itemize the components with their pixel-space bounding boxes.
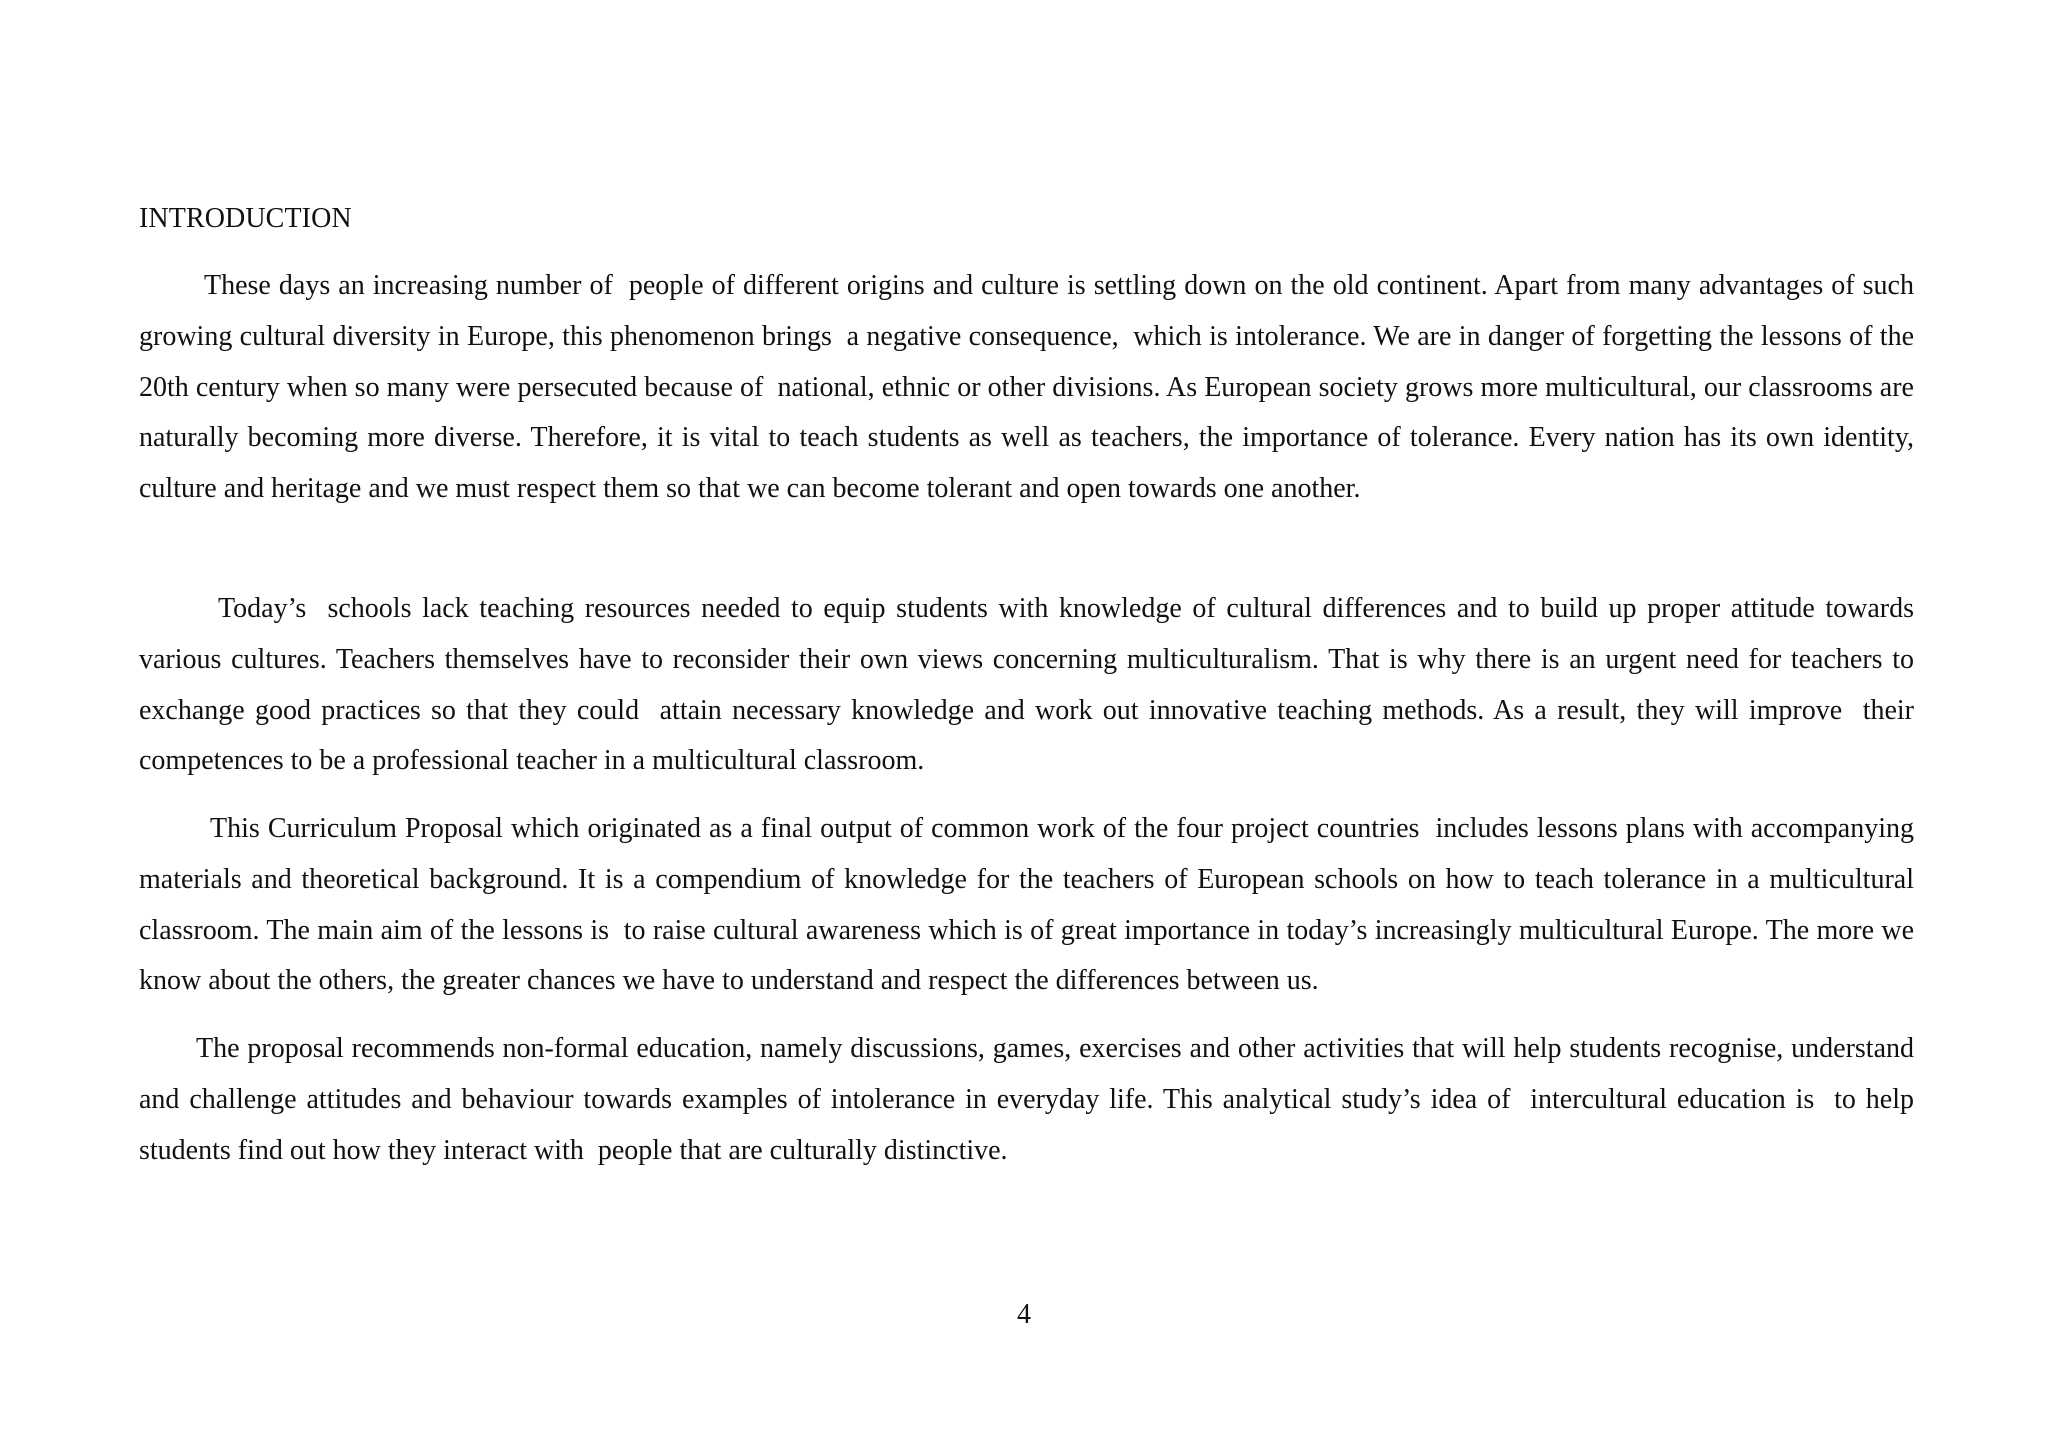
- page-number: 4: [1017, 1299, 1031, 1330]
- section-heading: INTRODUCTION: [139, 203, 352, 234]
- paragraph-teaching-resources: Today’s schools lack teaching resources needed to equip students with knowledge of cultural differences and to build up proper attitude towards various cultures. Teachers themselves have to reconsider their own views concerning multiculturalism. That is why there is an urgent need for teachers to exchange good practices so that they could attain necessary knowledge and work out innovative teaching methods. As a result, they will improve their competences to be a professional teacher in a multicultural classroom.: [139, 593, 1921, 777]
- paragraph-diversity-intolerance: These days an increasing number of people of different origins and culture is settling down on the old continent. Apart from many advantages of such growing cultural diversity in Europe, this phenomenon brings a negative consequence, which is intolerance. We are in danger of forgetting the lessons of the 20th century when so many were persecuted because of national, ethnic or other divisions. As European society grows more multicultural, our classrooms are naturally becoming more diverse. Therefore, it is vital to teach students as well as teachers, the importance of tolerance. Every nation has its own identity, culture and heritage and we must respect them so that we can become tolerant and open towards one another.: [139, 270, 1921, 505]
- paragraph-non-formal-education: The proposal recommends non-formal education, namely discussions, games, exercises and other activities that will help students recognise, understand and challenge attitudes and behaviour towards examples of intolerance in everyday life. This analytical study’s idea of intercultural education is to help students find out how they interact with people that are culturally distinctive.: [139, 1033, 1921, 1166]
- paragraph-curriculum-proposal: This Curriculum Proposal which originated as a final output of common work of the four project countries includes lessons plans with accompanying materials and theoretical background. It is a compendium of knowledge for the teachers of European schools on how to teach tolerance in a multicultural classroom. The main aim of the lessons is to raise cultural awareness which is of great importance in today’s increasingly multicultural Europe. The more we know about the others, the greater chances we have to understand and respect the differences between us.: [139, 813, 1921, 997]
